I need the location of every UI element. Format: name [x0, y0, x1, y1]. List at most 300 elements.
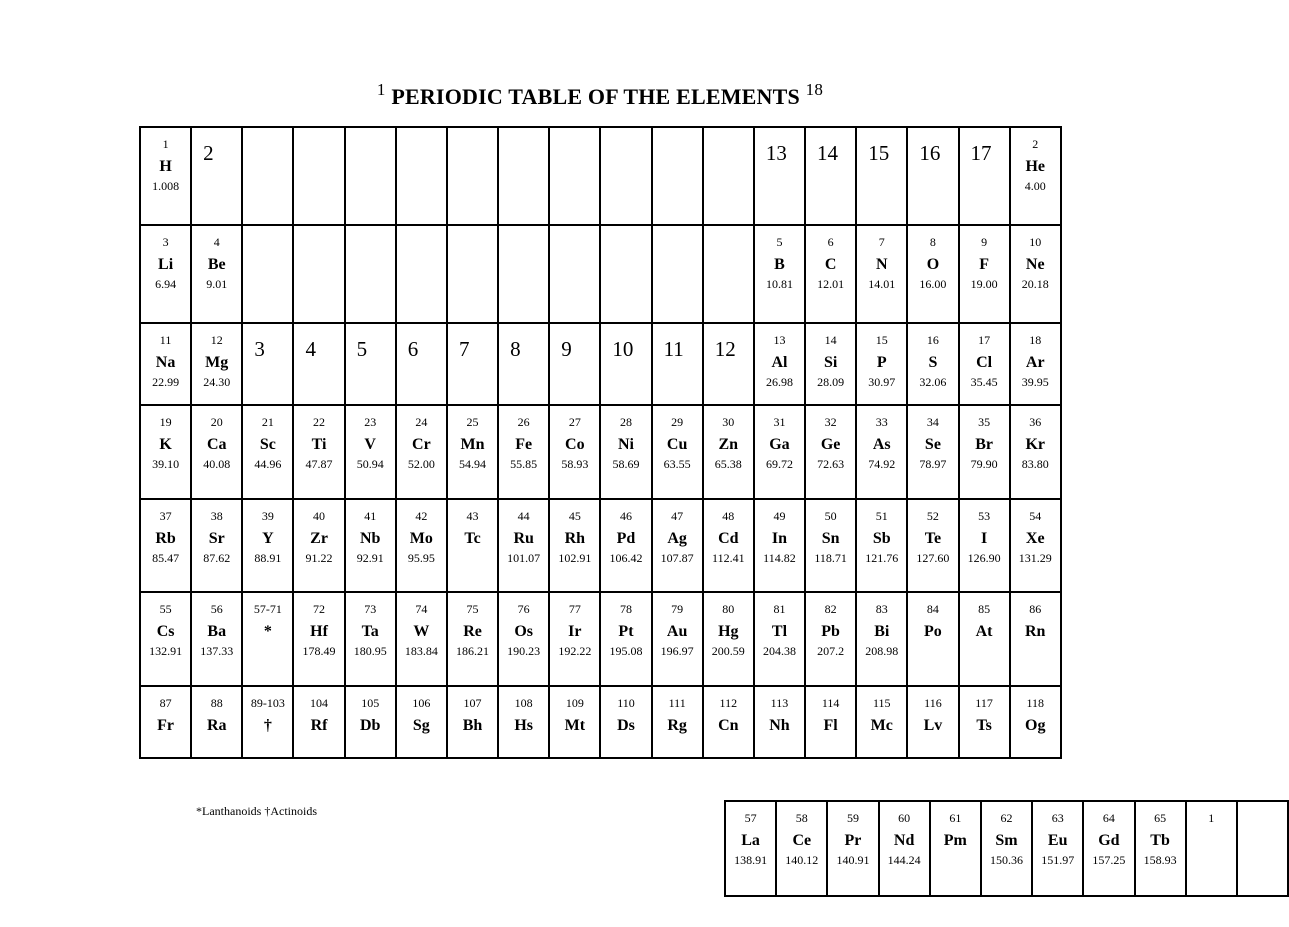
element-symbol: Pr: [844, 832, 862, 849]
atomic-mass: 74.92: [868, 457, 896, 471]
atomic-mass: 92.91: [356, 551, 384, 565]
atomic-number: 41: [364, 509, 377, 523]
title-group-18: 18: [805, 80, 824, 99]
element-symbol: Au: [666, 623, 688, 640]
atomic-mass: 1.008: [152, 179, 180, 193]
atomic-number: 72: [313, 602, 326, 616]
element-symbol: I: [980, 530, 988, 547]
group-number: 10: [612, 337, 634, 361]
atomic-mass: 95.95: [407, 551, 435, 565]
atomic-number: 15: [875, 333, 888, 347]
atomic-number: 20: [210, 415, 223, 429]
atomic-number: 87: [159, 696, 172, 710]
group-number: 16: [919, 141, 941, 165]
atomic-number: 23: [364, 415, 377, 429]
element-symbol: Bi: [874, 623, 890, 640]
atomic-number: 9: [981, 235, 988, 249]
element-symbol: Rh: [564, 530, 586, 547]
atomic-mass: 65.38: [714, 457, 742, 471]
atomic-number: 55: [159, 602, 172, 616]
element-symbol: Ag: [667, 530, 687, 547]
element-symbol: †: [263, 717, 272, 734]
atomic-mass: 10.81: [765, 277, 793, 291]
element-symbol: Ni: [617, 436, 634, 453]
group-number: 11: [663, 337, 684, 361]
element-symbol: Na: [155, 354, 176, 371]
element-symbol: Si: [823, 354, 838, 371]
atomic-mass: 22.99: [152, 375, 180, 389]
atomic-mass: 79.90: [970, 457, 998, 471]
element-symbol: Fr: [157, 717, 175, 734]
atomic-number: 111: [668, 696, 686, 710]
atomic-number: 8: [929, 235, 936, 249]
element-symbol: Mn: [460, 436, 485, 453]
atomic-number: 104: [310, 696, 329, 710]
element-symbol: Sb: [872, 530, 891, 547]
atomic-number: 60: [898, 811, 911, 825]
element-symbol: Nb: [359, 530, 381, 547]
atomic-number: 5: [776, 235, 783, 249]
element-cell: [879, 801, 930, 896]
element-symbol: C: [824, 256, 837, 273]
element-symbol: Db: [359, 717, 381, 734]
atomic-mass: 83.80: [1021, 457, 1049, 471]
group-number: 3: [254, 337, 265, 361]
element-symbol: Lv: [923, 717, 943, 734]
atomic-mass: 144.24: [887, 853, 921, 867]
atomic-mass: 87.62: [203, 551, 231, 565]
atomic-number: 62: [1000, 811, 1013, 825]
atomic-number: 85: [978, 602, 991, 616]
atomic-mass: 158.93: [1143, 853, 1177, 867]
atomic-number: 82: [824, 602, 837, 616]
element-symbol: W: [413, 623, 430, 640]
atomic-mass: 183.84: [404, 644, 438, 658]
atomic-number: 109: [565, 696, 584, 710]
atomic-number: 37: [159, 509, 172, 523]
atomic-number: 36: [1029, 415, 1042, 429]
atomic-mass: 150.36: [990, 853, 1024, 867]
atomic-mass: 132.91: [149, 644, 183, 658]
atomic-mass: 85.47: [152, 551, 180, 565]
atomic-mass: 69.72: [765, 457, 793, 471]
atomic-mass: 157.25: [1092, 853, 1126, 867]
element-cell: [981, 801, 1032, 896]
atomic-mass: 112.41: [712, 551, 745, 565]
element-symbol: N: [875, 256, 888, 273]
element-symbol: H: [159, 158, 172, 175]
atomic-mass: 102.91: [558, 551, 592, 565]
atomic-number: 83: [875, 602, 888, 616]
element-symbol: Fl: [823, 717, 838, 734]
element-symbol: Zr: [310, 530, 328, 547]
element-symbol: Kr: [1025, 436, 1045, 453]
atomic-mass: 196.97: [660, 644, 694, 658]
element-symbol: Sm: [995, 832, 1018, 849]
element-cell: [725, 801, 776, 896]
element-symbol: Fe: [515, 436, 533, 453]
element-symbol: Mt: [564, 717, 586, 734]
atomic-mass: 39.95: [1021, 375, 1049, 389]
element-symbol: Sg: [412, 717, 430, 734]
atomic-number: 43: [466, 509, 479, 523]
element-symbol: Cr: [412, 436, 431, 453]
element-symbol: He: [1025, 158, 1045, 175]
element-symbol: Sr: [208, 530, 225, 547]
group-number: 12: [714, 337, 736, 361]
element-symbol: Cn: [718, 717, 739, 734]
element-cell: [1032, 801, 1083, 896]
group-number: 8: [510, 337, 521, 361]
atomic-number: 45: [568, 509, 581, 523]
atomic-mass: 106.42: [609, 551, 643, 565]
element-symbol: F: [979, 256, 989, 273]
element-symbol: Ru: [513, 530, 534, 547]
group-number: 13: [765, 141, 787, 165]
atomic-number: 28: [619, 415, 632, 429]
element-symbol: Mc: [870, 717, 893, 734]
atomic-mass: 32.06: [919, 375, 947, 389]
element-symbol: Ca: [206, 436, 227, 453]
atomic-number: 108: [514, 696, 533, 710]
element-symbol: Br: [975, 436, 993, 453]
element-symbol: Xe: [1025, 530, 1045, 547]
element-symbol: Ts: [976, 717, 992, 734]
atomic-number: 16: [926, 333, 939, 347]
group-number: 7: [458, 337, 470, 361]
element-cell: [1186, 801, 1237, 896]
element-symbol: P: [876, 354, 887, 371]
atomic-number: 17: [978, 333, 991, 347]
element-symbol: Og: [1025, 717, 1046, 734]
element-symbol: Nh: [769, 717, 790, 734]
atomic-number: 14: [824, 333, 837, 347]
atomic-number: 39: [261, 509, 274, 523]
element-symbol: Sc: [259, 436, 276, 453]
atomic-number: 40: [313, 509, 326, 523]
atomic-number: 35: [978, 415, 991, 429]
group-number: 15: [868, 141, 890, 165]
atomic-number: 107: [463, 696, 482, 710]
atomic-number: 59: [846, 811, 859, 825]
element-symbol: Te: [924, 530, 942, 547]
atomic-number: 105: [361, 696, 380, 710]
element-symbol: Be: [207, 256, 226, 273]
atomic-number: 52: [926, 509, 939, 523]
atomic-number: 21: [261, 415, 274, 429]
element-symbol: Gd: [1098, 832, 1120, 849]
element-symbol: Hs: [514, 717, 533, 734]
element-symbol: V: [364, 436, 376, 453]
element-symbol: Ds: [617, 717, 635, 734]
atomic-number: 18: [1029, 333, 1042, 347]
atomic-number: 3: [162, 235, 169, 249]
atomic-mass: 6.94: [155, 277, 177, 291]
atomic-mass: 207.2: [817, 644, 845, 658]
atomic-mass: 118.71: [814, 551, 847, 565]
atomic-number: 114: [821, 696, 840, 710]
atomic-mass: 54.94: [459, 457, 487, 471]
atomic-number: 31: [773, 415, 786, 429]
atomic-mass: 58.93: [561, 457, 589, 471]
element-symbol: Eu: [1047, 832, 1068, 849]
atomic-mass: 44.96: [254, 457, 282, 471]
atomic-number: 57: [744, 811, 757, 825]
group-number: 14: [817, 141, 839, 165]
element-symbol: K: [159, 436, 172, 453]
atomic-mass: 192.22: [558, 644, 592, 658]
atomic-number: 44: [517, 509, 530, 523]
atomic-number: 86: [1029, 602, 1042, 616]
group-number: 9: [561, 337, 572, 361]
atomic-mass: 19.00: [970, 277, 998, 291]
atomic-mass: 91.22: [305, 551, 333, 565]
atomic-number: 22: [313, 415, 326, 429]
atomic-mass: 126.90: [967, 551, 1001, 565]
atomic-mass: 140.12: [785, 853, 819, 867]
atomic-mass: 127.60: [916, 551, 950, 565]
element-symbol: Ba: [207, 623, 227, 640]
atomic-number: 48: [722, 509, 735, 523]
group-number: 5: [356, 337, 368, 361]
element-symbol: Ir: [568, 623, 582, 640]
element-symbol: B: [774, 256, 785, 273]
atomic-number: 38: [210, 509, 223, 523]
atomic-number: 118: [1026, 696, 1045, 710]
atomic-mass: 131.29: [1018, 551, 1052, 565]
atomic-mass: 137.33: [200, 644, 234, 658]
element-cell: [776, 801, 827, 896]
atomic-mass: 200.59: [711, 644, 745, 658]
element-symbol: Y: [262, 530, 274, 547]
atomic-mass: 72.63: [817, 457, 845, 471]
atomic-number: 51: [875, 509, 888, 523]
atomic-mass: 1: [1208, 811, 1215, 825]
atomic-mass: 107.87: [660, 551, 694, 565]
element-symbol: Re: [463, 623, 482, 640]
atomic-mass: 26.98: [765, 375, 793, 389]
atomic-number: 26: [517, 415, 530, 429]
element-symbol: Ce: [792, 832, 812, 849]
element-symbol: Pd: [616, 530, 636, 547]
atomic-mass: 121.76: [865, 551, 899, 565]
lanthanoid-row: [725, 801, 1288, 896]
atomic-mass: 30.97: [868, 375, 896, 389]
atomic-number: 77: [568, 602, 581, 616]
atomic-number: 10: [1029, 235, 1042, 249]
atomic-number: 63: [1051, 811, 1064, 825]
element-symbol: Tc: [464, 530, 481, 547]
atomic-number: 80: [722, 602, 735, 616]
atomic-number: 88: [210, 696, 223, 710]
element-symbol: Cl: [976, 354, 993, 371]
element-symbol: *: [263, 623, 272, 640]
element-symbol: Ga: [769, 436, 790, 453]
element-symbol: Ar: [1025, 354, 1045, 371]
atomic-number: 75: [466, 602, 479, 616]
element-symbol: Ti: [311, 436, 327, 453]
atomic-mass: 58.69: [612, 457, 640, 471]
element-symbol: Ne: [1025, 256, 1045, 273]
group-number: 6: [407, 337, 419, 361]
element-symbol: At: [975, 623, 993, 640]
element-symbol: O: [926, 256, 940, 273]
atomic-mass: 55.85: [510, 457, 538, 471]
element-symbol: Se: [924, 436, 941, 453]
atomic-number: 73: [364, 602, 377, 616]
atomic-number: 89-103: [250, 696, 285, 710]
atomic-number: 11: [159, 333, 172, 347]
element-symbol: Cs: [156, 623, 175, 640]
atomic-mass: 28.09: [817, 375, 845, 389]
element-symbol: Nd: [893, 832, 915, 849]
element-symbol: Zn: [718, 436, 739, 453]
atomic-mass: 12.01: [817, 277, 845, 291]
atomic-number: 49: [773, 509, 786, 523]
atomic-number: 76: [517, 602, 530, 616]
atomic-mass: 186.21: [456, 644, 490, 658]
group-number: 17: [970, 141, 992, 165]
atomic-mass: 88.91: [254, 551, 282, 565]
atomic-number: 116: [924, 696, 942, 710]
atomic-mass: 24.30: [203, 375, 231, 389]
footnote: *Lanthanoids †Actinoids: [196, 804, 317, 818]
atomic-number: 112: [719, 696, 738, 710]
element-symbol: Pm: [943, 832, 967, 849]
element-symbol: Os: [514, 623, 533, 640]
atomic-number: 13: [773, 333, 786, 347]
element-symbol: Pb: [821, 623, 840, 640]
atomic-number: 6: [827, 235, 834, 249]
atomic-mass: 114.82: [763, 551, 796, 565]
atomic-mass: 208.98: [865, 644, 899, 658]
atomic-mass: 151.97: [1041, 853, 1075, 867]
element-symbol: Hf: [310, 623, 328, 640]
element-symbol: Cd: [718, 530, 739, 547]
atomic-mass: 63.55: [663, 457, 691, 471]
group-number: 4: [305, 337, 316, 361]
atomic-number: 81: [773, 602, 786, 616]
atomic-number: 27: [568, 415, 581, 429]
atomic-number: 113: [770, 696, 789, 710]
atomic-number: 57-71: [253, 602, 282, 616]
lanthanoid-table: [724, 800, 1289, 897]
atomic-mass: 9.01: [206, 277, 228, 291]
element-symbol: La: [741, 832, 760, 849]
element-symbol: In: [771, 530, 788, 547]
atomic-number: 1: [162, 137, 169, 151]
element-symbol: Sn: [821, 530, 840, 547]
atomic-number: 79: [671, 602, 684, 616]
atomic-mass: 138.91: [734, 853, 768, 867]
element-symbol: Co: [565, 436, 585, 453]
element-symbol: Ta: [361, 623, 379, 640]
atomic-number: 106: [412, 696, 431, 710]
atomic-number: 4: [213, 235, 220, 249]
atomic-mass: 204.38: [762, 644, 796, 658]
element-symbol: As: [872, 436, 891, 453]
atomic-mass: 14.01: [868, 277, 896, 291]
atomic-number: 30: [722, 415, 735, 429]
element-symbol: Rg: [667, 717, 687, 734]
element-symbol: Mo: [409, 530, 433, 547]
element-cell: [827, 801, 878, 896]
group-number: 2: [203, 141, 214, 165]
atomic-number: 54: [1029, 509, 1042, 523]
atomic-number: 117: [975, 696, 993, 710]
atomic-mass: 195.08: [609, 644, 643, 658]
atomic-mass: 4.00: [1024, 179, 1046, 193]
atomic-number: 61: [949, 811, 962, 825]
atomic-mass: 190.23: [507, 644, 541, 658]
atomic-mass: 78.97: [919, 457, 947, 471]
element-symbol: Rb: [155, 530, 176, 547]
atomic-number: 19: [159, 415, 172, 429]
atomic-number: 7: [878, 235, 885, 249]
element-symbol: Bh: [462, 717, 483, 734]
atomic-number: 65: [1154, 811, 1167, 825]
element-cell: [930, 801, 981, 896]
element-symbol: Hg: [718, 623, 739, 640]
atomic-number: 47: [671, 509, 684, 523]
atomic-number: 84: [926, 602, 939, 616]
atomic-number: 42: [415, 509, 428, 523]
atomic-number: 115: [872, 696, 891, 710]
atomic-number: 110: [617, 696, 635, 710]
element-symbol: Pt: [618, 623, 634, 640]
atomic-mass: 39.10: [152, 457, 180, 471]
atomic-number: 2: [1032, 137, 1039, 151]
atomic-mass: 47.87: [305, 457, 333, 471]
element-symbol: Tb: [1150, 832, 1170, 849]
element-cell: [1237, 801, 1288, 896]
atomic-number: 64: [1102, 811, 1115, 825]
element-symbol: Rf: [310, 717, 328, 734]
atomic-number: 34: [926, 415, 939, 429]
atomic-mass: 20.18: [1021, 277, 1049, 291]
atomic-number: 56: [210, 602, 223, 616]
title-group-1: 1: [376, 80, 386, 99]
atomic-number: 78: [619, 602, 632, 616]
atomic-number: 58: [795, 811, 808, 825]
element-symbol: Ge: [820, 436, 841, 453]
atomic-mass: 52.00: [407, 457, 435, 471]
atomic-number: 50: [824, 509, 837, 523]
atomic-number: 29: [671, 415, 684, 429]
atomic-number: 24: [415, 415, 428, 429]
atomic-mass: 178.49: [302, 644, 336, 658]
atomic-number: 25: [466, 415, 479, 429]
element-symbol: S: [928, 354, 938, 371]
atomic-mass: 180.95: [353, 644, 387, 658]
atomic-mass: 140.91: [836, 853, 870, 867]
element-symbol: Rn: [1025, 623, 1046, 640]
atomic-number: 74: [415, 602, 428, 616]
atomic-number: 32: [824, 415, 837, 429]
element-symbol: Mg: [205, 354, 229, 371]
element-symbol: Tl: [771, 623, 788, 640]
atomic-mass: 35.45: [970, 375, 998, 389]
element-cell: [1083, 801, 1134, 896]
element-cell: [1135, 801, 1186, 896]
atomic-number: 12: [210, 333, 223, 347]
element-symbol: Li: [158, 256, 174, 273]
element-symbol: Al: [771, 354, 788, 371]
atomic-number: 33: [875, 415, 888, 429]
atomic-number: 53: [978, 509, 991, 523]
atomic-mass: 40.08: [203, 457, 231, 471]
element-symbol: Ra: [206, 717, 227, 734]
